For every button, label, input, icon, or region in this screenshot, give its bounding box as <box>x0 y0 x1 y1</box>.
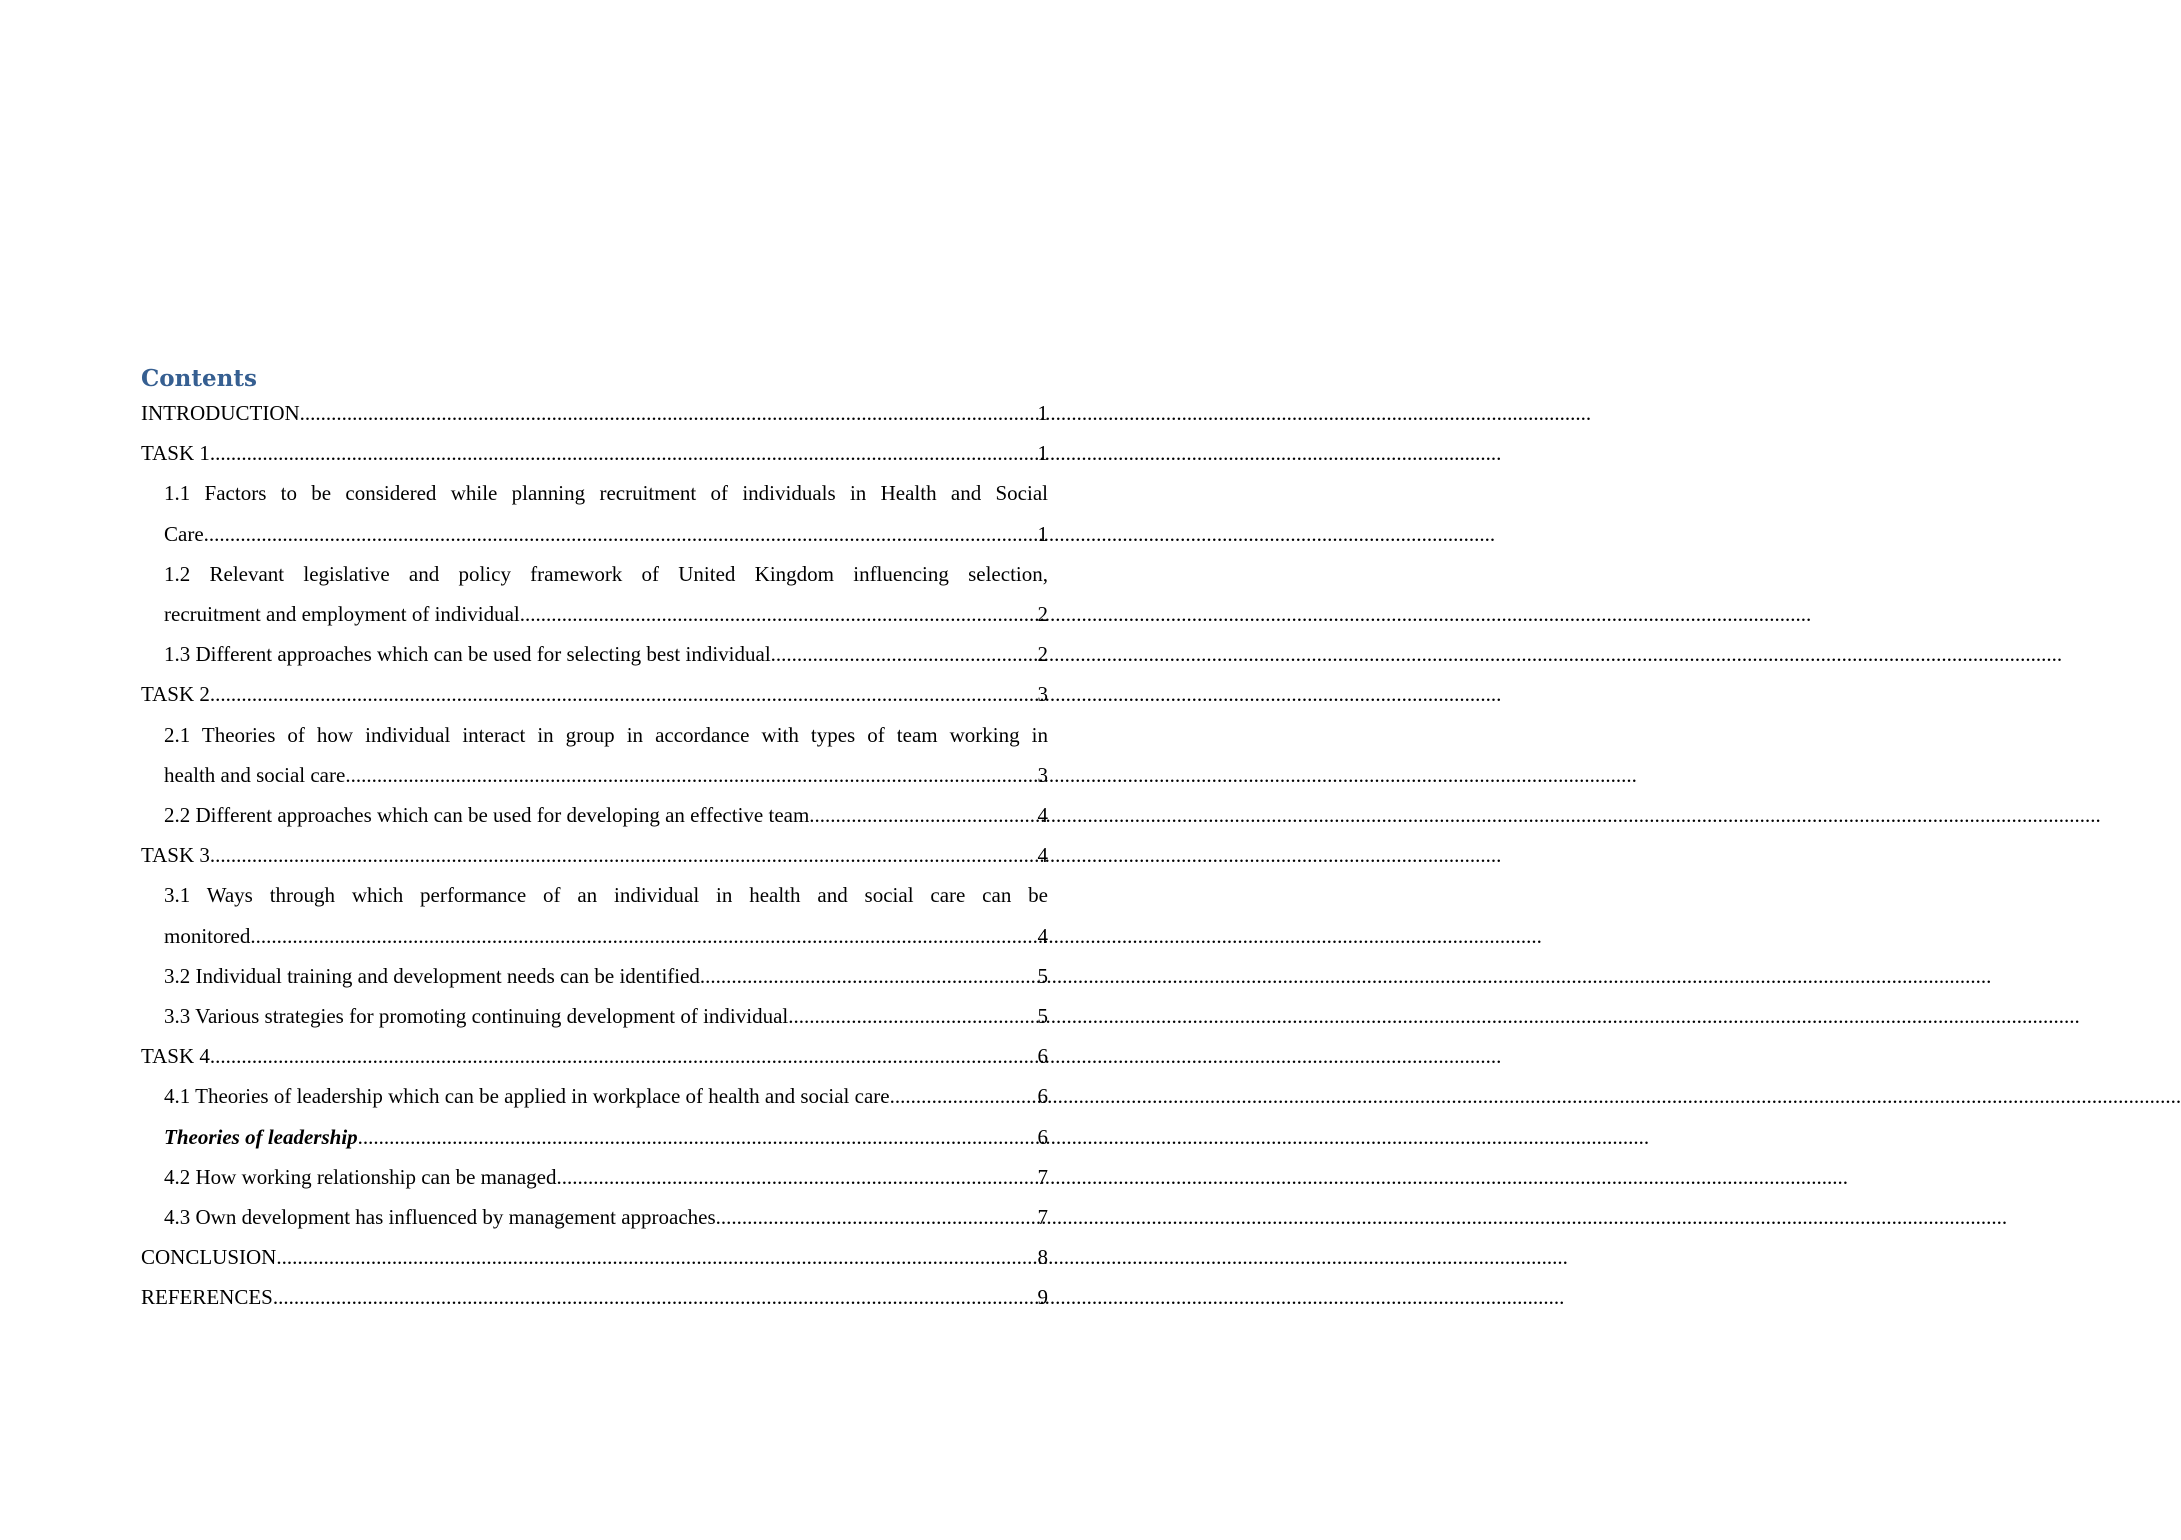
toc-entry-title: 3.3 Various strategies for promoting continuing development of individual <box>164 1004 789 1029</box>
toc-entry-line <box>141 1036 1048 1076</box>
toc-dot-leader <box>358 1117 1038 1157</box>
toc-page-number: 6 <box>1037 1044 1048 1069</box>
toc-entry-title-first-line: 3.1 Ways through which performance of an individual in health and social care can be <box>164 883 1048 908</box>
toc-entry-line <box>164 594 1048 634</box>
toc-entry-line <box>164 634 1048 674</box>
toc-entry-title: health and social care <box>164 762 346 787</box>
toc-entry[interactable] <box>141 875 1048 955</box>
toc-entry-title: TASK 2 <box>141 682 210 707</box>
toc-entry[interactable] <box>141 715 1048 795</box>
toc-entry-title: TASK 1 <box>141 441 210 466</box>
toc-page-number: 7 <box>1037 1164 1048 1189</box>
toc-page-number: 1 <box>1037 521 1048 546</box>
toc-dot-leader <box>716 1197 1038 1237</box>
toc-entry-line <box>164 795 1048 835</box>
toc-entry-line <box>141 433 1048 473</box>
toc-entry[interactable] <box>141 473 1048 553</box>
toc-entry-line <box>141 393 1048 433</box>
toc-page-number: 9 <box>1037 1285 1048 1310</box>
toc-entry-line <box>164 1076 1048 1116</box>
toc-entry-line <box>164 956 1048 996</box>
toc-entry-line <box>164 916 1048 956</box>
toc-entry-title: 3.2 Individual training and development needs can be identified <box>164 963 700 988</box>
toc-entry-title-first-line: 1.2 Relevant legislative and policy framework of United Kingdom influencing selection, <box>164 561 1048 586</box>
toc-entry-title: 1.3 Different approaches which can be used for selecting best individual <box>164 642 771 667</box>
toc-entry-line <box>141 1277 1048 1317</box>
toc-dot-leader <box>210 433 1038 473</box>
toc-entry[interactable] <box>141 393 1048 433</box>
toc-entry[interactable] <box>141 554 1048 634</box>
toc-dot-leader <box>273 1277 1038 1317</box>
toc-page-number: 7 <box>1037 1205 1048 1230</box>
toc-entry-title: INTRODUCTION <box>141 401 300 425</box>
toc-entry-line <box>164 1157 1048 1197</box>
toc-entry-title: 2.2 Different approaches which can be used for developing an effective team <box>164 803 810 828</box>
toc-entry[interactable] <box>141 1157 1048 1197</box>
toc-dot-leader <box>771 634 1038 674</box>
toc-page-number: 3 <box>1037 682 1048 707</box>
toc-entry-line <box>141 835 1048 875</box>
toc-entry-title: 4.2 How working relationship can be managed <box>164 1164 557 1189</box>
toc-dot-leader <box>210 1036 1038 1076</box>
toc-entry-line <box>141 1237 1048 1277</box>
table-of-contents <box>141 393 1048 1318</box>
toc-entry[interactable] <box>141 956 1048 996</box>
toc-dot-leader <box>210 835 1038 875</box>
toc-page-number: 4 <box>1037 843 1048 868</box>
toc-dot-leader <box>300 393 1038 433</box>
toc-entry-line <box>164 996 1048 1036</box>
toc-entry-line <box>164 1117 1048 1157</box>
toc-entry[interactable] <box>141 996 1048 1036</box>
toc-entry-line <box>141 674 1048 714</box>
toc-dot-leader <box>210 674 1038 714</box>
toc-dot-leader <box>276 1237 1037 1277</box>
toc-entry-title: REFERENCES <box>141 1285 273 1310</box>
toc-dot-leader <box>556 1157 1037 1197</box>
toc-dot-leader <box>520 594 1038 634</box>
toc-page-number: 4 <box>1037 803 1048 828</box>
toc-dot-leader <box>890 1076 1038 1116</box>
toc-entry[interactable] <box>141 433 1048 473</box>
toc-entry-title: 4.1 Theories of leadership which can be applied in workplace of health and social care <box>164 1084 890 1109</box>
toc-entry-title: Theories of leadership <box>164 1124 358 1149</box>
toc-page-number: 1 <box>1037 401 1048 425</box>
toc-entry[interactable] <box>141 1117 1048 1157</box>
toc-entry[interactable] <box>141 795 1048 835</box>
toc-entry-title: Care <box>164 521 204 546</box>
toc-page-number: 8 <box>1037 1245 1048 1270</box>
toc-entry[interactable] <box>141 674 1048 714</box>
toc-page-number: 6 <box>1037 1124 1048 1149</box>
toc-entry-line <box>164 755 1048 795</box>
toc-entry-title: recruitment and employment of individual <box>164 602 520 627</box>
toc-entry-title: monitored <box>164 923 251 948</box>
toc-entry-line <box>164 514 1048 554</box>
toc-entry-title-first-line: 1.1 Factors to be considered while planning recruitment of individuals in Health and Social <box>164 481 1048 506</box>
toc-page-number: 6 <box>1037 1084 1048 1109</box>
toc-entry-line <box>164 1197 1048 1237</box>
toc-entry-title: TASK 4 <box>141 1044 210 1069</box>
toc-heading: Contents <box>141 365 257 392</box>
toc-entry-title-first-line: 2.1 Theories of how individual interact in group in accordance with types of team working in <box>164 722 1048 747</box>
toc-dot-leader <box>204 514 1038 554</box>
toc-page-number: 3 <box>1037 762 1048 787</box>
toc-dot-leader <box>700 956 1038 996</box>
toc-page-number: 4 <box>1037 923 1048 948</box>
toc-entry-title: 4.3 Own development has influenced by management approaches <box>164 1205 716 1230</box>
toc-entry[interactable] <box>141 835 1048 875</box>
toc-dot-leader <box>809 795 1037 835</box>
toc-dot-leader <box>250 916 1037 956</box>
toc-entry[interactable] <box>141 1197 1048 1237</box>
toc-page-number: 1 <box>1037 441 1048 466</box>
toc-dot-leader <box>788 996 1037 1036</box>
toc-entry[interactable] <box>141 1277 1048 1317</box>
toc-entry[interactable] <box>141 634 1048 674</box>
toc-page-number: 2 <box>1037 602 1048 627</box>
toc-page-number: 5 <box>1037 963 1048 988</box>
toc-page-number: 5 <box>1037 1004 1048 1029</box>
toc-entry[interactable] <box>141 1036 1048 1076</box>
toc-entry[interactable] <box>141 1076 1048 1116</box>
toc-entry-title: CONCLUSION <box>141 1245 277 1270</box>
toc-entry-title: TASK 3 <box>141 843 210 868</box>
toc-dot-leader <box>345 755 1037 795</box>
toc-entry[interactable] <box>141 1237 1048 1277</box>
toc-page-number: 2 <box>1037 642 1048 667</box>
